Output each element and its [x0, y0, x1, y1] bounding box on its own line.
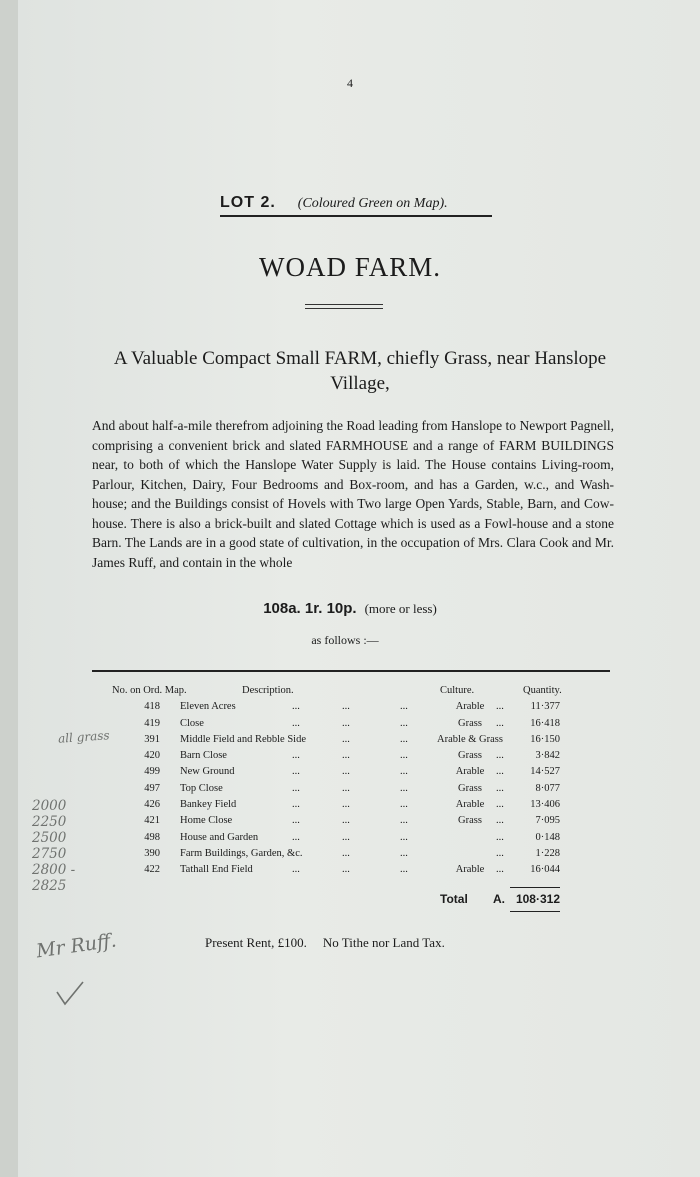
pencil-figures — [32, 798, 75, 894]
row-leader: ... — [292, 766, 300, 778]
row-culture: Arable — [455, 701, 485, 713]
row-description: Farm Buildings, Garden, &c. — [180, 847, 303, 859]
lot-heading — [220, 194, 492, 217]
row-description: Home Close — [180, 815, 233, 827]
row-leader: ... — [496, 831, 504, 843]
row-leader: ... — [342, 831, 350, 843]
pencil-margin-note: all grass — [57, 728, 110, 746]
table-top-rule — [92, 670, 610, 672]
row-leader: ... — [400, 701, 408, 713]
row-leader: ... — [400, 864, 408, 876]
row-culture: Arable & Grass — [437, 733, 503, 745]
row-number: 426 — [144, 799, 160, 811]
row-number: 498 — [144, 831, 160, 843]
row-leader: ... — [342, 766, 350, 778]
header-culture: Culture. — [440, 685, 475, 696]
row-culture: Arable — [455, 766, 485, 778]
row-leader: ... — [400, 750, 408, 762]
header-number: No. on Ord. Map. — [112, 685, 187, 696]
row-leader: ... — [342, 864, 350, 876]
row-leader: ... — [400, 782, 408, 794]
row-quantity: 11·377 — [530, 701, 560, 713]
table-row — [100, 799, 580, 815]
row-number: 419 — [144, 717, 160, 729]
row-leader: ... — [342, 847, 350, 859]
table-row — [100, 832, 580, 848]
land-schedule-table — [100, 685, 580, 881]
row-leader: ... — [292, 717, 300, 729]
row-culture: Grass — [458, 782, 482, 794]
total-unit: A. — [493, 892, 505, 906]
row-leader: ... — [292, 750, 300, 762]
table-row — [100, 718, 580, 734]
table-row — [100, 864, 580, 880]
acreage-note: (more or less) — [364, 601, 437, 616]
row-leader: ... — [292, 815, 300, 827]
row-description: House and Garden — [180, 831, 259, 843]
row-leader: ... — [342, 701, 350, 713]
row-leader: ... — [292, 782, 300, 794]
rent-line — [205, 935, 445, 951]
pencil-figure: 2800 - — [32, 862, 76, 878]
table-row — [100, 783, 580, 799]
row-description: Bankey Field — [180, 799, 237, 811]
total-row — [100, 892, 580, 912]
property-description: And about half-a-mile therefrom adjoining the Road leading from Hanslope to Newport Pagnell, comprising a convenient brick and slated FARMHOUSE and a range of FARM BUILDINGS near, to both of which the Hanslope Water Supply is laid. The House contains Living-room, Parlour, Kitchen, Dairy, Four Bedrooms and Box-room, and has a Garden, w.c., and Wash-house; and the Buildings consist of Hovels with Two large Open Yards, Stable, Barn, and Cow-house. There is also a brick-built and slated Cottage which is used as a Fowl-house and a stone Barn. The Lands are in a good state of cultivation, in the occupation of Mrs. Clara Cook and Mr. James Ruff, and contain in the whole — [92, 418, 614, 570]
lot-note: (Coloured Green on Map). — [297, 196, 448, 211]
pencil-figure: 2825 — [32, 878, 67, 894]
total-underline — [510, 911, 560, 912]
row-quantity: 1·228 — [535, 847, 560, 859]
header-description: Description. — [242, 685, 294, 696]
pencil-name: Mr Ruff. — [34, 929, 118, 963]
row-leader: ... — [342, 815, 350, 827]
row-quantity: 16·044 — [530, 864, 560, 876]
row-quantity: 16·150 — [530, 733, 560, 745]
row-description: New Ground — [180, 766, 235, 778]
row-number: 422 — [144, 864, 160, 876]
pencil-figure: 2500 — [32, 830, 67, 846]
row-quantity: 7·095 — [535, 815, 560, 827]
row-culture: Arable — [455, 799, 485, 811]
total-value: 108·312 — [515, 892, 560, 906]
row-quantity: 16·418 — [530, 717, 560, 729]
row-leader: ... — [400, 766, 408, 778]
row-leader: ... — [342, 750, 350, 762]
row-leader: ... — [496, 847, 504, 859]
row-quantity: 13·406 — [530, 799, 560, 811]
as-follows-text: as follows :— — [311, 633, 379, 647]
row-leader: ... — [292, 864, 300, 876]
row-leader: ... — [496, 750, 504, 762]
row-leader: ... — [496, 815, 504, 827]
tithe-note: No Tithe nor Land Tax. — [322, 935, 445, 950]
pencil-figure: 2750 — [32, 846, 67, 862]
row-leader: ... — [292, 831, 300, 843]
row-number: 391 — [144, 733, 160, 745]
row-culture: Grass — [458, 750, 482, 762]
row-quantity: 3·842 — [535, 750, 560, 762]
table-body — [100, 701, 580, 880]
document-page — [18, 0, 700, 1177]
table-row — [100, 815, 580, 831]
table-row — [100, 701, 580, 717]
row-leader: ... — [496, 701, 504, 713]
pencil-figure: 2000 — [32, 798, 67, 814]
row-quantity: 0·148 — [535, 831, 560, 843]
row-culture: Arable — [455, 864, 485, 876]
row-quantity: 14·527 — [530, 766, 560, 778]
row-leader: ... — [496, 799, 504, 811]
table-row — [100, 734, 580, 750]
table-row — [100, 848, 580, 864]
row-leader: ... — [400, 733, 408, 745]
row-number: 497 — [144, 782, 160, 794]
pencil-check-icon — [55, 980, 85, 1006]
lot-label: LOT 2. — [220, 194, 276, 211]
farm-title: WOAD FARM. — [258, 252, 441, 282]
table-row — [100, 750, 580, 766]
page-number: 4 — [347, 76, 353, 90]
row-leader: ... — [400, 717, 408, 729]
row-quantity: 8·077 — [535, 782, 560, 794]
total-top-rule — [510, 887, 560, 888]
row-leader: ... — [342, 782, 350, 794]
row-leader: ... — [496, 864, 504, 876]
row-number: 499 — [144, 766, 160, 778]
row-leader: ... — [496, 766, 504, 778]
total-label: Total — [440, 892, 468, 906]
row-leader: ... — [400, 799, 408, 811]
title-double-rule — [305, 304, 383, 309]
present-rent: Present Rent, £100. — [205, 935, 307, 950]
row-description: Close — [180, 717, 204, 729]
row-description: Barn Close — [180, 750, 227, 762]
row-leader: ... — [400, 831, 408, 843]
pencil-figure: 2250 — [32, 814, 67, 830]
row-leader: ... — [400, 815, 408, 827]
row-leader: ... — [496, 782, 504, 794]
row-culture: Grass — [458, 815, 482, 827]
acreage-line — [0, 600, 700, 618]
row-leader: ... — [496, 717, 504, 729]
row-culture: Grass — [458, 717, 482, 729]
table-row — [100, 766, 580, 782]
row-number: 421 — [144, 815, 160, 827]
row-description: Top Close — [180, 782, 223, 794]
row-number: 390 — [144, 847, 160, 859]
row-leader: ... — [342, 717, 350, 729]
row-description: Middle Field and Rebble Side — [180, 733, 306, 745]
acreage-value: 108a. 1r. 10p. — [263, 600, 357, 617]
row-description: Tathall End Field — [180, 864, 253, 876]
row-number: 418 — [144, 701, 160, 713]
row-number: 420 — [144, 750, 160, 762]
row-description: Eleven Acres — [180, 701, 236, 713]
table-header — [100, 685, 580, 701]
row-leader: ... — [342, 733, 350, 745]
header-quantity: Quantity. — [523, 685, 562, 696]
row-leader: ... — [342, 799, 350, 811]
row-leader: ... — [292, 799, 300, 811]
property-subheading: A Valuable Compact Small FARM, chiefly Grass, near Hanslope Village, — [113, 348, 607, 394]
row-leader: ... — [400, 847, 408, 859]
row-leader: ... — [292, 701, 300, 713]
